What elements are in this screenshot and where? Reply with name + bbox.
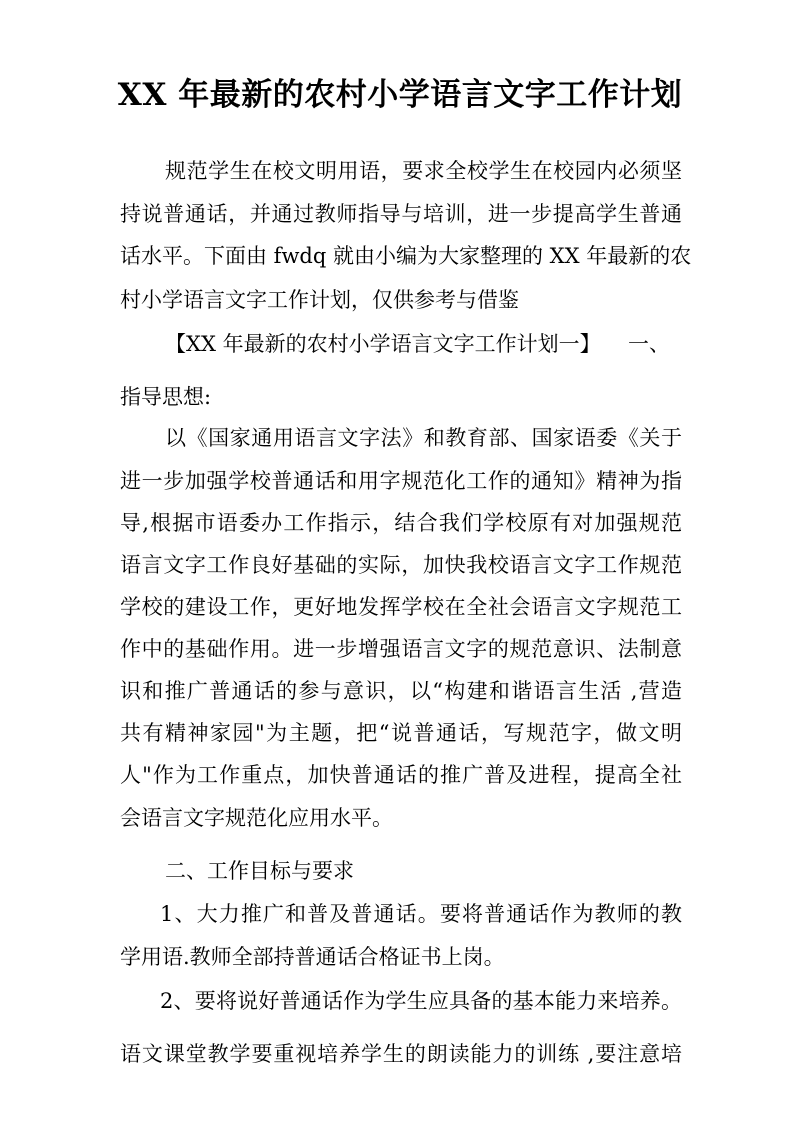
text-line: 识和推广普通话的参与意识，以“构建和谐语言生活 ,营造 [120, 679, 682, 703]
text-line: 以《国家通用语言文字法》和教育部、国家语委《关于 [165, 426, 682, 450]
text-line: 1、大力推广和普及普通话。要将普通话作为教师的教 [160, 902, 682, 926]
text-line: 人"作为工作重点，加快普通话的推广普及进程，提高全社 [120, 763, 682, 787]
text-line: 共有精神家园"为主题，把“说普通话，写规范字，做文明 [120, 721, 682, 745]
text-line: 会语言文字规范化应用水平。 [120, 806, 393, 830]
text-line: 学校的建设工作，更好地发挥学校在全社会语言文字规范工 [120, 595, 682, 619]
text-line: 持说普通话，并通过教师指导与培训，进一步提高学生普通 [120, 202, 682, 226]
text-line: 话水平。下面由 fwdq 就由小编为大家整理的 XX 年最新的农 [120, 244, 692, 268]
section-heading: 指导思想: [120, 385, 212, 409]
text-line: 2、要将说好普通话作为学生应具备的基本能力来培养。 [160, 989, 682, 1013]
section-heading: 二、工作目标与要求 [165, 859, 354, 883]
text-line: 导,根据市语委办工作指示，结合我们学校原有对加强规范 [120, 511, 682, 535]
text-line: 语文课堂教学要重视培养学生的朗读能力的训练 ,要注意培 [120, 1042, 682, 1066]
text-line: 作中的基础作用。进一步增强语言文字的规范意识、法制意 [120, 637, 682, 661]
section-number: 一、 [628, 332, 670, 356]
section-heading: 【XX 年最新的农村小学语言文字工作计划一】 [165, 332, 601, 356]
text-line: 语言文字工作良好基础的实际，加快我校语言文字工作规范 [120, 553, 682, 577]
text-line: 规范学生在校文明用语，要求全校学生在校园内必须坚 [165, 159, 682, 183]
text-line: 村小学语言文字工作计划，仅供参考与借鉴 [120, 288, 519, 312]
text-line: 学用语.教师全部持普通话合格证书上岗。 [120, 945, 505, 969]
text-line: 进一步加强学校普通话和用字规范化工作的通知》精神为指 [120, 469, 682, 493]
document-title: XX 年最新的农村小学语言文字工作计划 [117, 77, 683, 113]
